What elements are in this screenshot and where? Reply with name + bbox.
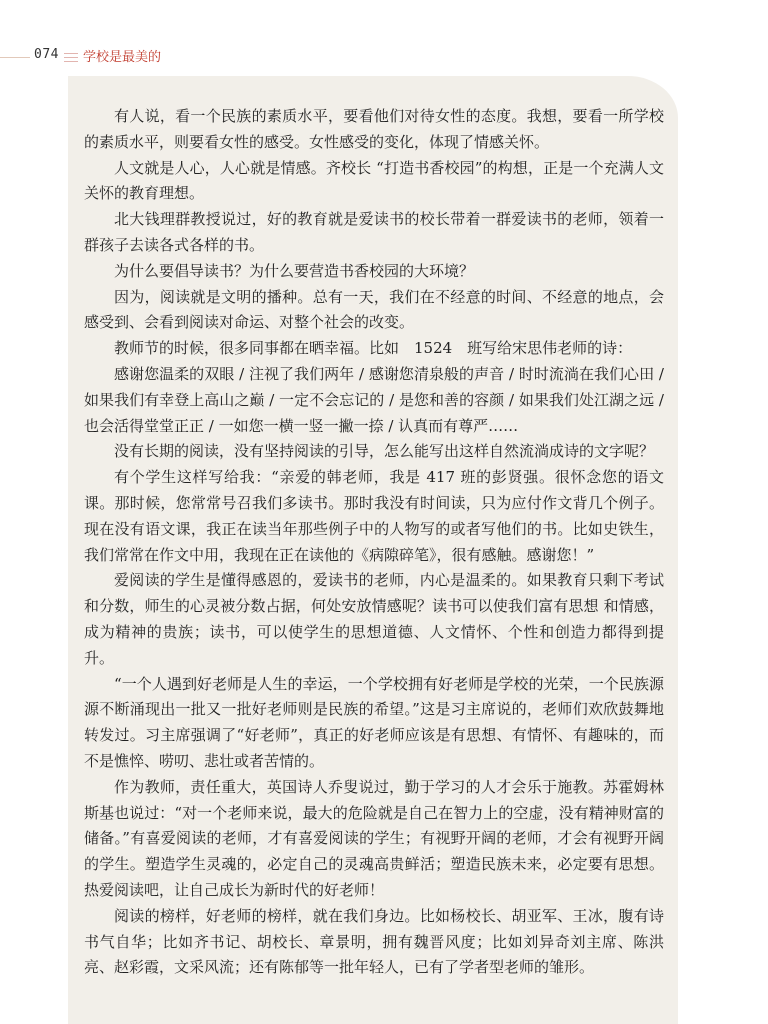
paragraph: 爱阅读的学生是懂得感恩的，爱读书的老师，内心是温柔的。如果教育只剩下考试和分数，师生的心灵被分数占据，何处安放情感呢？读书可以使我们富有思想 和情感，成为精神的贵族；读书，可以使学生的思想道德、人文情怀、个性和创造力都得到提升。 <box>84 571 664 667</box>
paragraph: 教师节的时候，很多同事都在晒幸福。比如 1524 班写给宋思伟老师的诗： <box>114 339 633 358</box>
header-ornament <box>64 50 78 64</box>
page-header <box>0 42 300 72</box>
paragraph: 阅读的榜样，好老师的榜样，就在我们身边。比如杨校长、胡亚军、王冰，腹有诗书气自华；比如齐书记、胡校长、章景明，拥有魏晋风度；比如刘异奇刘主席、陈洪亮、赵彩霞，文采风流；还有陈郁等一批年轻人，已有了学者型老师的雏形。 <box>84 906 664 977</box>
paragraph: “一个人遇到好老师是人生的幸运，一个学校拥有好老师是学校的光荣，一个民族源源不断涌现出一批又一批好老师则是民族的希望。”这是习主席说的，老师们欢欣鼓舞地转发过。习主席强调了“好老师”，真正的好老师应该是有思想、有情怀、有趣味的，而不是憔悴、唠叨、悲壮或者苦情的。 <box>84 674 664 770</box>
page-number: 074 <box>34 47 59 62</box>
book-title: 学校是最美的 <box>83 50 162 65</box>
paragraph: 作为教师，责任重大，英国诗人乔叟说过，勤于学习的人才会乐于施教。苏霍姆林斯基也说过：“对一个老师来说，最大的危险就是自己在智力上的空虚，没有精神财富的储备。”有喜爱阅读的老师，才有喜爱阅读的学生；有视野开阔的老师，才会有视野开阔的学生。塑造学生灵魂的，必定自己的灵魂高贵鲜活；塑造民族未来，必定要有思想。热爱阅读吧，让自己成长为新时代的好老师！ <box>84 777 664 899</box>
paragraph: 有个学生这样写给我：“亲爱的韩老师，我是 417 班的彭贤强。很怀念您的语文课。那时候，您常常号召我们多读书。那时我没有时间读，只为应付作文背几个例子。现在没有语文课，我正在读当年那些例子中的人物写的或者写他们的书。比如史铁生，我们常常在作文中用，我现在正在读他的《病隙碎笔》，很有感触。感谢您！” <box>84 468 664 564</box>
paragraph: 有人说，看一个民族的素质水平，要看他们对待女性的态度。我想，要看一所学校的素质水平，则要看女性的感受。女性感受的变化，体现了情感关怀。 <box>84 107 664 151</box>
text-body <box>84 104 664 981</box>
header-rule <box>0 57 30 58</box>
paragraph: 因为，阅读就是文明的播种。总有一天，我们在不经意的时间、不经意的地点，会感受到、会看到阅读对命运、对整个社会的改变。 <box>84 287 664 332</box>
poem-paragraph: 感谢您温柔的双眼 / 注视了我们两年 / 感谢您清泉般的声音 / 时时流淌在我们心田 / 如果我们有幸登上高山之巅 / 一定不会忘记的 / 是您和善的容颜 / 如果我们处江湖之远 / 也会活得堂堂正正 / 一如您一横一竖一撇一捺 / 认真而有尊严…… <box>84 364 664 435</box>
paragraph: 没有长期的阅读，没有坚持阅读的引导，怎么能写出这样自然流淌成诗的文字呢？ <box>114 442 655 461</box>
paragraph: 人文就是人心，人心就是情感。齐校长 “打造书香校园”的构想，正是一个充满人文关怀的教育理想。 <box>84 158 664 203</box>
paragraph: 为什么要倡导读书？为什么要营造书香校园的大环境？ <box>114 261 475 280</box>
paragraph: 北大钱理群教授说过，好的教育就是爱读书的校长带着一群爱读书的老师，领着一群孩子去读各式各样的书。 <box>84 210 664 254</box>
